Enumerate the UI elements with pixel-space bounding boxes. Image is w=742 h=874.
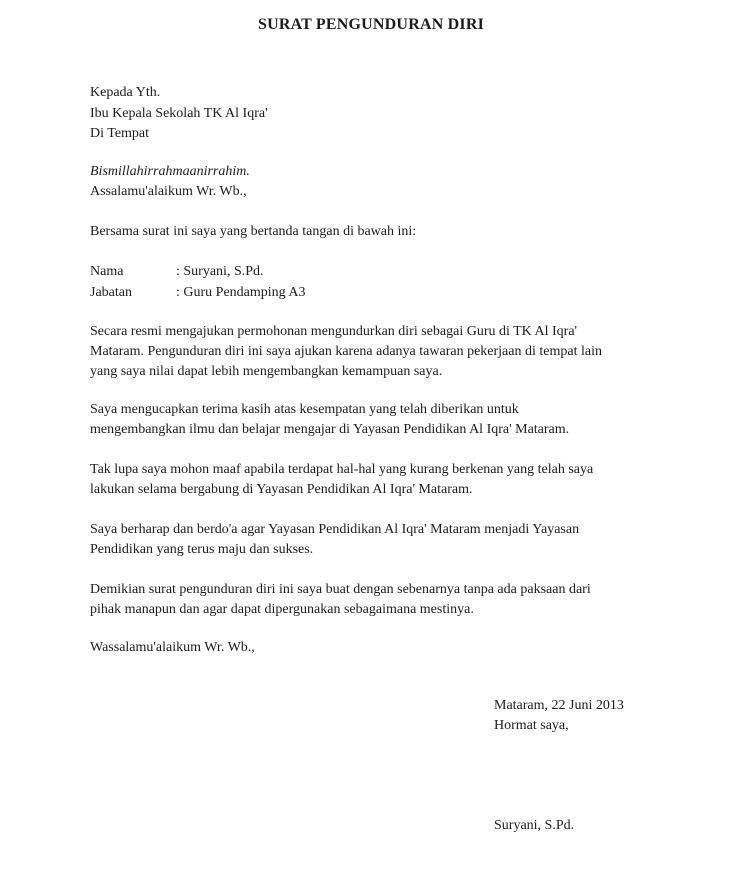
intro-text: Bersama surat ini saya yang bertanda tangan di bawah ini: (90, 224, 417, 239)
paragraph-line: Secara resmi mengajukan permohonan mengundurkan diri sebagai Guru di TK Al Iqra' (90, 324, 578, 339)
paragraph-line: mengembangkan ilmu dan belajar mengajar di Yayasan Pendidikan Al Iqra' Mataram. (90, 422, 570, 437)
place-date: Mataram, 22 Juni 2013 (494, 698, 624, 713)
signatory-name: Suryani, S.Pd. (494, 818, 575, 833)
name-value: : Suryani, S.Pd. (176, 264, 264, 279)
recipient-line-3: Di Tempat (90, 126, 150, 141)
paragraph-line: Tak lupa saya mohon maaf apabila terdapat hal-hal yang kurang berkenan yang telah saya (90, 462, 594, 477)
paragraph-thanks (90, 400, 660, 440)
paragraph-line: Mataram. Pengunduran diri ini saya ajukan karena adanya tawaran pekerjaan di tempat lain (90, 344, 602, 359)
closing-salam: Wassalamu'alaikum Wr. Wb., (90, 640, 255, 655)
paragraph-line: Demikian surat pengunduran diri ini saya buat dengan sebenarnya tanpa ada paksaan dari (90, 582, 591, 597)
paragraph-line: Saya berharap dan berdo'a agar Yayasan Pendidikan Al Iqra' Mataram menjadi Yayasan (90, 522, 580, 537)
regards-text: Hormat saya, (494, 718, 569, 733)
paragraph-line: yang saya nilai dapat lebih mengembangkan kemampuan saya. (90, 364, 443, 379)
paragraph-line: lakukan selama bergabung di Yayasan Pendidikan Al Iqra' Mataram. (90, 482, 473, 497)
position-label: Jabatan (90, 285, 132, 300)
paragraph-line: Pendidikan yang terus maju dan sukses. (90, 542, 314, 557)
paragraph-apology (90, 460, 660, 500)
paragraph-closing-statement (90, 580, 660, 620)
recipient-line-2: Ibu Kepala Sekolah TK Al Iqra' (90, 106, 268, 121)
recipient-line-1: Kepada Yth. (90, 85, 161, 100)
paragraph-resignation (90, 322, 660, 382)
bismillah-text: Bismillahirrahmaanirrahim. (90, 164, 250, 179)
paragraph-line: Saya mengucapkan terima kasih atas kesempatan yang telah diberikan untuk (90, 402, 519, 417)
salam-text: Assalamu'alaikum Wr. Wb., (90, 184, 247, 199)
paragraph-hope (90, 520, 660, 560)
position-value: : Guru Pendamping A3 (176, 285, 306, 300)
name-label: Nama (90, 264, 124, 279)
paragraph-line: pihak manapun dan agar dapat dipergunakan sebagaimana mestinya. (90, 602, 474, 617)
letter-title: SURAT PENGUNDURAN DIRI (257, 16, 485, 33)
